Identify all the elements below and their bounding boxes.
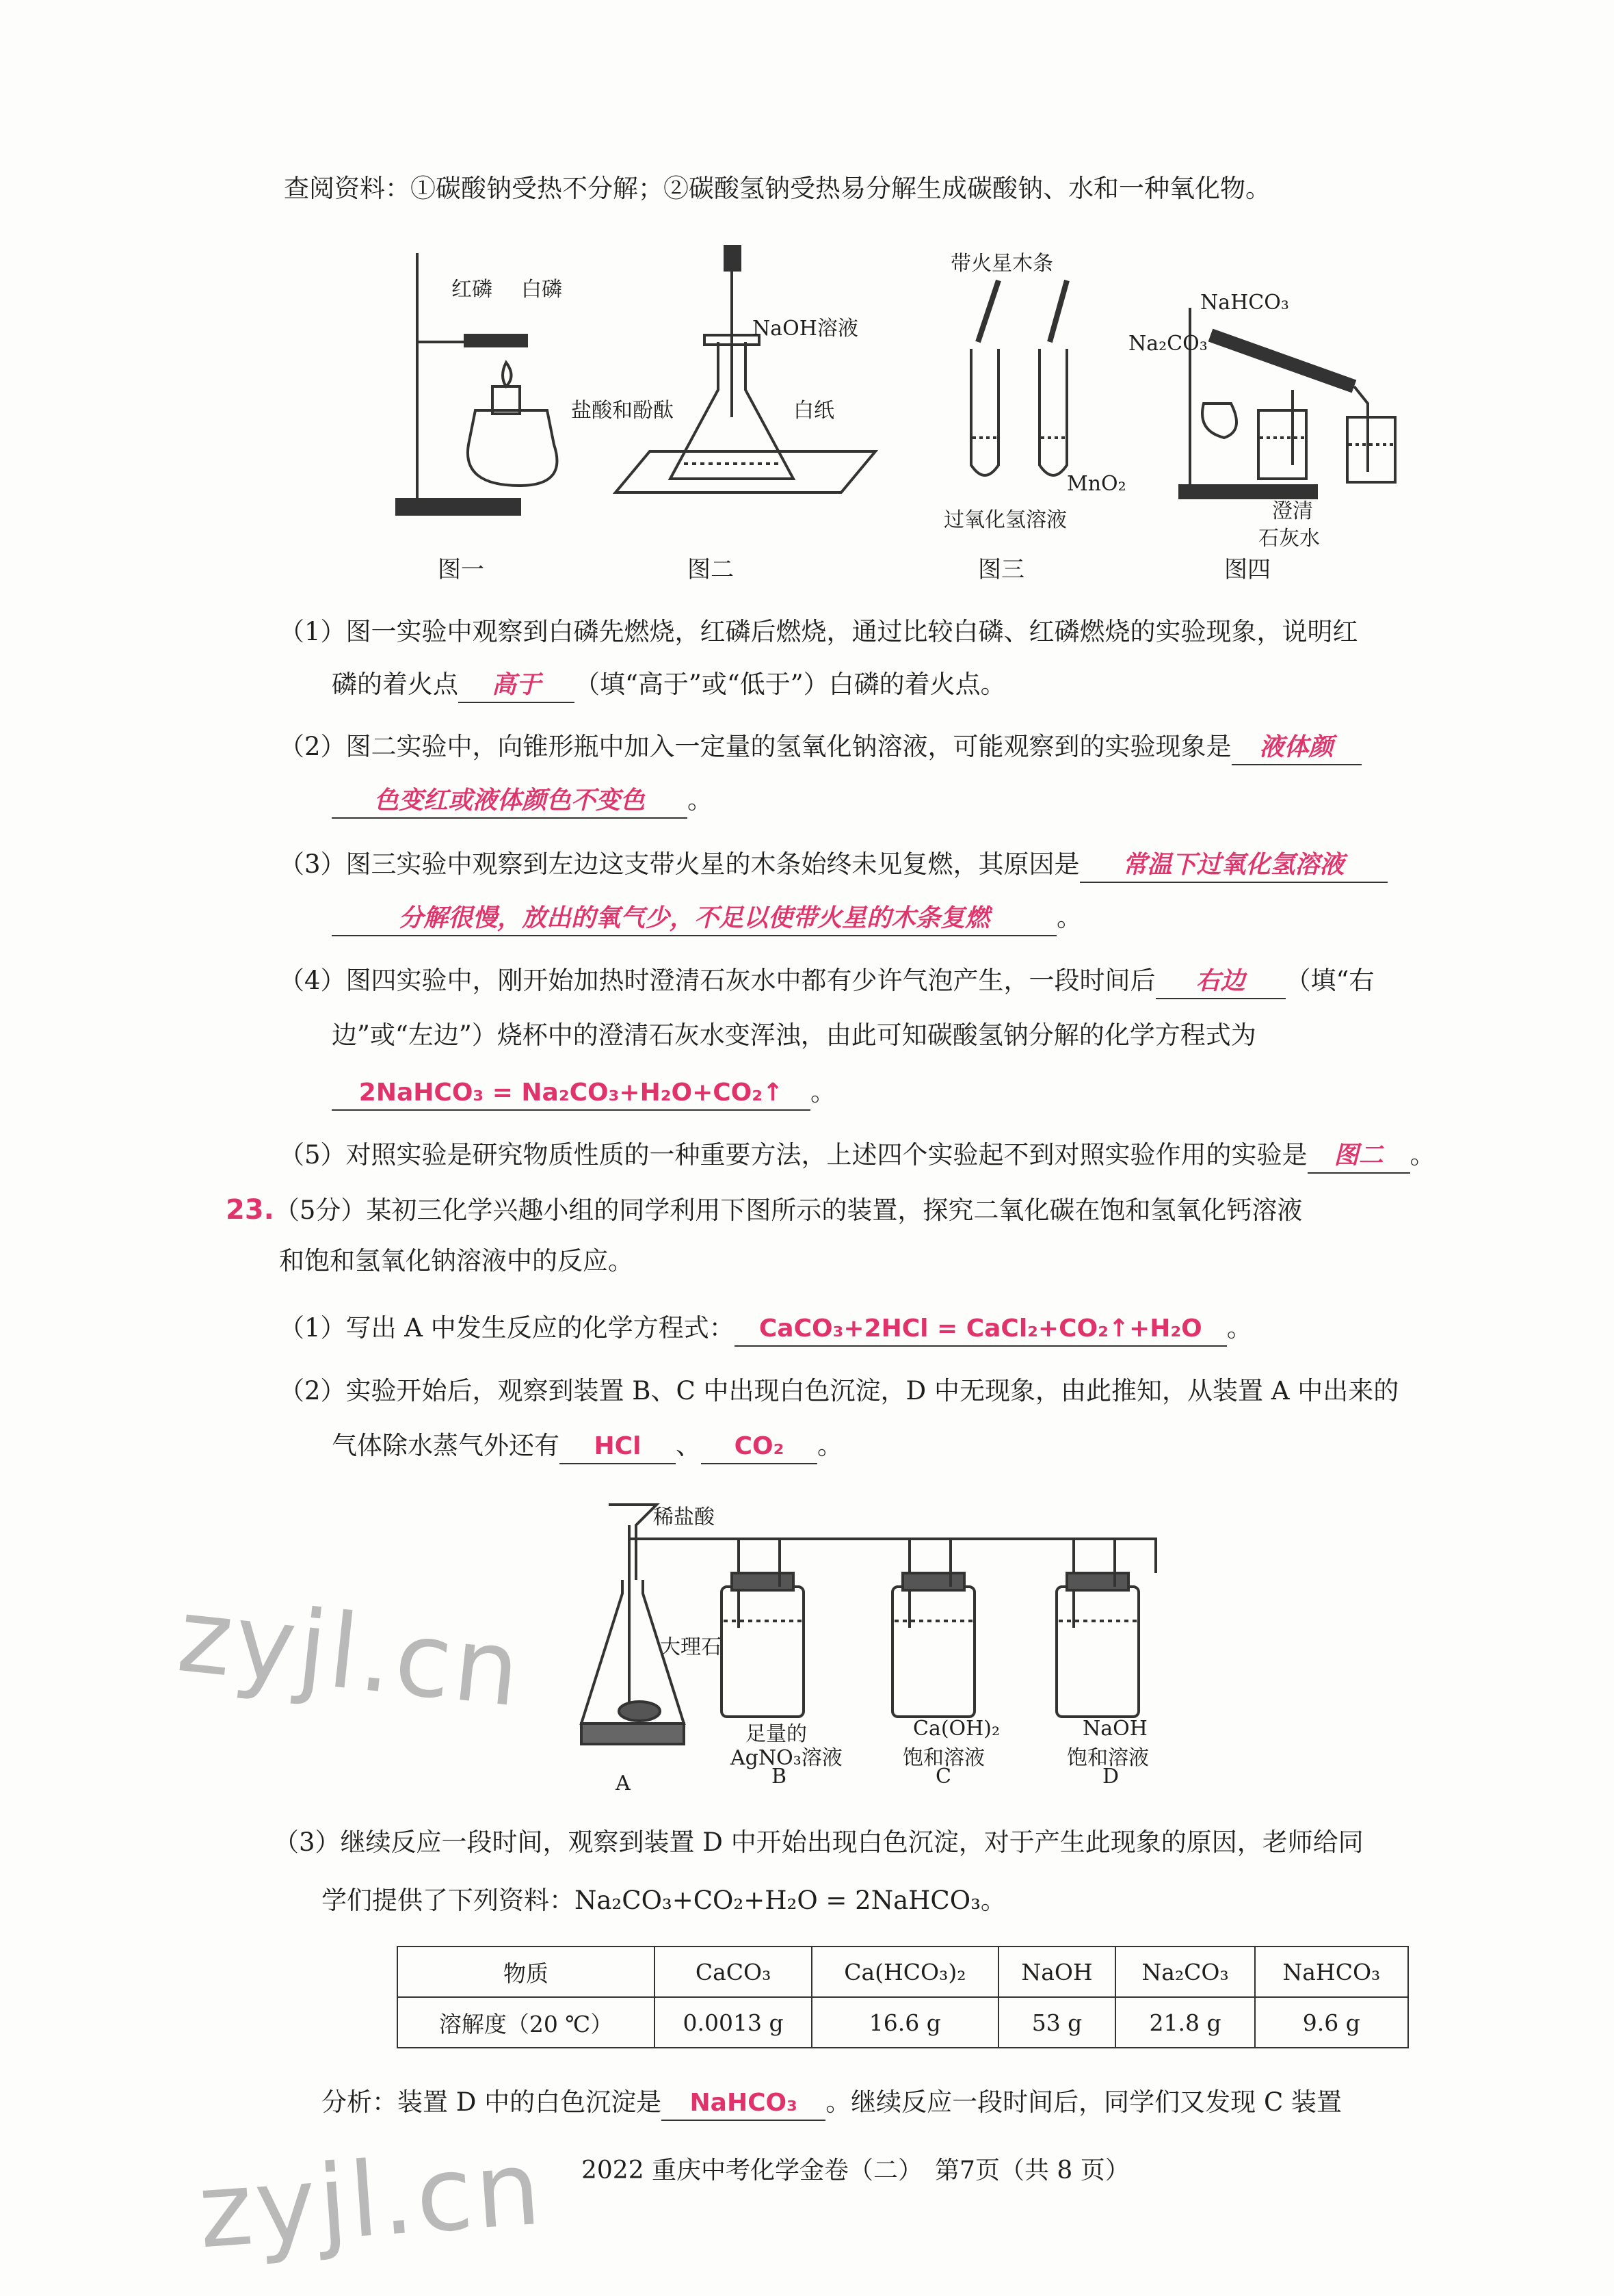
fig2-drawing [616,246,875,492]
fig2-label-paper: 白纸 [793,399,834,423]
table-header-cell: 物质 [397,1947,654,1997]
q22-p5-answer: 图二 [1308,1139,1410,1174]
fig2-label-hcl: 盐酸和酚酞 [571,399,674,423]
fig3-drawing [971,280,1067,475]
apparatus-label-b2: AgNO₃溶液 [730,1746,843,1770]
fig3-caption: 图三 [978,556,1024,583]
watermark-bottom: zyjl.cn [194,2128,547,2272]
q22-p2-line1: （2）图二实验中，向锥形瓶中加入一定量的氢氧化钠溶液，可能观察到的实验现象是 液体颜 [279,730,1362,765]
fig4-label-lime-2: 石灰水 [1258,527,1320,551]
fig1-caption: 图一 [438,556,484,583]
table-header-cell: NaHCO₃ [1255,1947,1408,1997]
q23-p2-answer-2: CO₂ [701,1430,817,1464]
q23-number: 23. [226,1194,274,1226]
q22-p2-answer-2: 色变红或液体颜色不变色 [332,784,687,819]
apparatus-label-a: A [616,1771,631,1795]
table-header-cell: NaOH [998,1947,1116,1997]
intro-text: 查阅资料：①碳酸钠受热不分解；②碳酸氢钠受热易分解生成碳酸钠、水和一种氧化物。 [284,174,1271,203]
q23-stem-line1: 23.（5分）某初三化学兴趣小组的同学利用下图所示的装置，探究二氧化碳在饱和氢氧化钙溶液 [226,1194,1303,1226]
fig3-label-h2o2: 过氧化氢溶液 [944,508,1067,532]
q23-analysis-answer: NaHCO₃ [661,2087,825,2121]
table-header-cell: Na₂CO₃ [1115,1947,1254,1997]
fig4-drawing [1180,308,1395,498]
q22-p2-answer-1: 液体颜 [1232,731,1362,765]
table-cell: 21.8 g [1115,1997,1254,2048]
table-row [397,1997,1408,2048]
fig1-label-white-p: 白磷 [521,278,562,302]
q22-p4-answer: 右边 [1156,965,1286,999]
table-cell: 9.6 g [1255,1997,1408,2048]
apparatus-label-d2: 饱和溶液 [1067,1746,1149,1770]
apparatus-label-c1: Ca(OH)₂ [913,1717,1001,1741]
apparatus-label-marble: 大理石 [660,1635,722,1659]
fig2-label-naoh: NaOH溶液 [752,317,858,341]
q23-p3-line1: （3）继续反应一段时间，观察到装置 D 中开始出现白色沉淀，对于产生此现象的原因，老师给同 [274,1827,1364,1857]
apparatus-label-d: D [1102,1765,1120,1789]
q22-p3-answer-2: 分解很慢，放出的氧气少，不足以使带火星的木条复燃 [332,902,1057,936]
fig2-caption: 图二 [687,556,734,583]
table-cell: 53 g [998,1997,1116,2048]
apparatus-drawing [554,1491,1169,1778]
apparatus-label-b: B [771,1765,787,1789]
apparatus-label-b1: 足量的 [745,1722,807,1746]
q22-p4-line2: 边”或“左边”）烧杯中的澄清石灰水变浑浊，由此可知碳酸氢钠分解的化学方程式为 [332,1020,1256,1050]
q22-p5-line: （5）对照实验是研究物质性质的一种重要方法，上述四个实验起不到对照实验作用的实验是 图二 。 [279,1139,1436,1174]
table-header-row [397,1947,1408,1997]
fig3-label-mno2: MnO₂ [1067,472,1126,496]
table-header-cell: CaCO₃ [654,1947,812,1997]
apparatus-label-c: C [936,1765,951,1789]
solubility-table [397,1946,1409,2048]
fig4-label-nahco3: NaHCO₃ [1200,291,1289,315]
table-cell: 0.0013 g [654,1997,812,2048]
fig3-label-splint: 带火星木条 [951,252,1053,276]
q22-p3-answer-1: 常温下过氧化氢溶液 [1080,849,1388,883]
q22-p2-line2: 色变红或液体颜色不变色 。 [332,784,713,819]
q23-stem-line2: 和饱和氢氧化钠溶液中的反应。 [279,1246,633,1276]
q22-p1-answer: 高于 [458,669,574,703]
fig4-label-na2co3: Na₂CO₃ [1128,332,1208,356]
watermark-mid: zyjl.cn [172,1576,528,1730]
apparatus-label-c2: 饱和溶液 [903,1746,985,1770]
fig4-label-lime-1: 澄清 [1272,499,1313,523]
page-footer: 2022 重庆中考化学金卷（二） 第7页（共 8 页） [581,2156,1130,2185]
q23-p1-line: （1）写出 A 中发生反应的化学方程式： CaCO₃+2HCl = CaCl₂+CO₂↑+H₂O 。 [279,1312,1252,1347]
q22-p4-line1: （4）图四实验中，刚开始加热时澄清石灰水中都有少许气泡产生，一段时间后 右边 （填“右 [279,964,1374,999]
table-cell: 16.6 g [812,1997,998,2048]
fig4-caption: 图四 [1224,556,1271,583]
q22-p1-line1: （1）图一实验中观察到白磷先燃烧，红磷后燃烧，通过比较白磷、红磷燃烧的实验现象，说明红 [279,617,1358,646]
q23-p3-line2: 学们提供了下列资料：Na₂CO₃+CO₂+H₂O = 2NaHCO₃。 [321,1886,1006,1915]
q23-p1-answer: CaCO₃+2HCl = CaCl₂+CO₂↑+H₂O [735,1312,1227,1347]
q23-p2-line1: （2）实验开始后，观察到装置 B、C 中出现白色沉淀，D 中无现象，由此推知，从装置 A 中出来的 [279,1376,1399,1406]
q22-p4-line3: 2NaHCO₃ = Na₂CO₃+H₂O+CO₂↑ 。 [332,1076,836,1111]
q22-p4-equation: 2NaHCO₃ = Na₂CO₃+H₂O+CO₂↑ [332,1077,810,1111]
q22-p3-line1: （3）图三实验中观察到左边这支带火星的木条始终未见复燃，其原因是 常温下过氧化氢溶液 [279,848,1388,883]
table-header-cell: Ca(HCO₃)₂ [812,1947,998,1997]
q22-p3-line2: 分解很慢，放出的氧气少，不足以使带火星的木条复燃 。 [332,901,1082,936]
fig1-label-red-p: 红磷 [451,278,492,302]
apparatus-label-acid: 稀盐酸 [653,1505,715,1529]
q22-p1-line2: 磷的着火点 高于 （填“高于”或“低于”）白磷的着火点。 [332,668,1006,703]
q23-analysis-line: 分析：装置 D 中的白色沉淀是 NaHCO₃ 。继续反应一段时间后，同学们又发现 C 装置 [321,2086,1342,2121]
q23-p2-line2: 气体除水蒸气外还有 HCl 、 CO₂ 。 [332,1429,843,1464]
q23-p2-answer-1: HCl [559,1430,676,1464]
apparatus-label-d1: NaOH [1083,1717,1148,1741]
table-cell: 溶解度（20 ℃） [397,1997,654,2048]
